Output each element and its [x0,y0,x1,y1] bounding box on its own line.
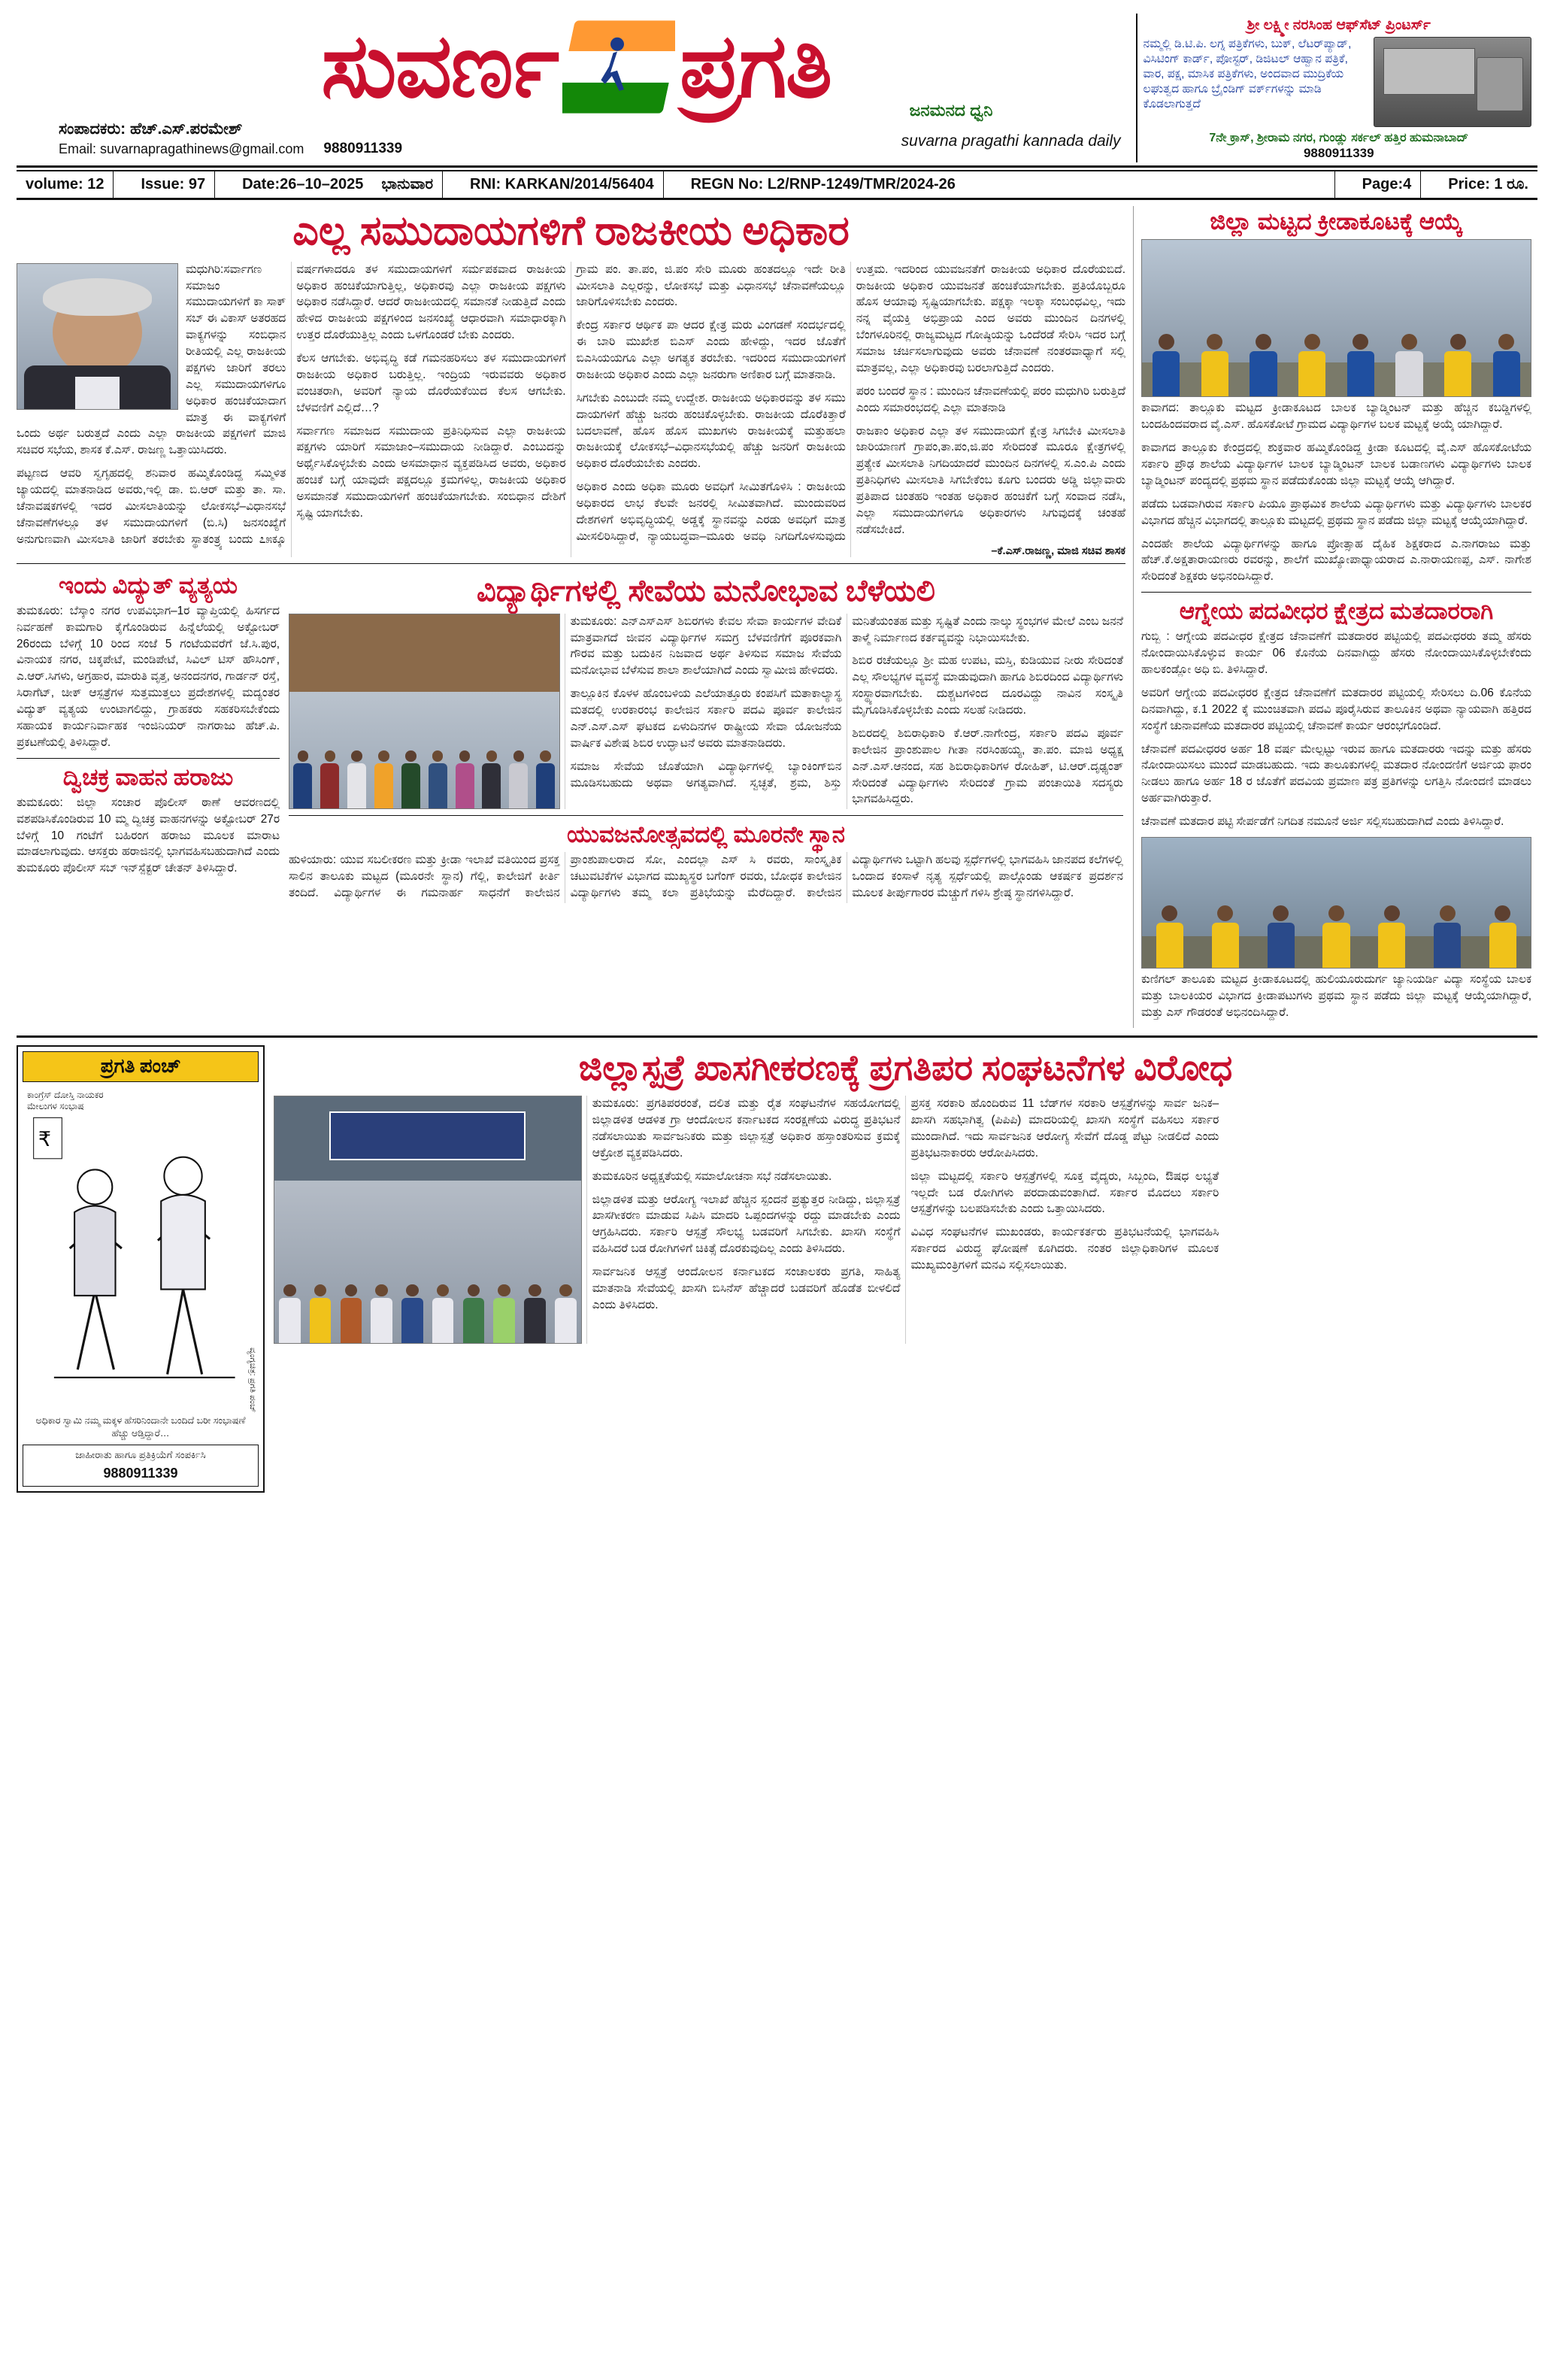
cartoon-credit: ವ್ಯಂಗ್ಯಚಿತ್ರ: ಪ್ರಗತಿ ಪಂಚ್ [248,1348,257,1413]
two-wheeler-para: ತುಮಕೂರು: ಜಿಲ್ಲಾ ಸಂಚಾರ ಪೊಲೀಸ್ ಠಾಣೆ ಆವರಣದಲ್ಲಿ ವಶಪಡಿಸಿಕೊಂಡಿರುವ 10 ಮ್ಮ ದ್ವಿಚಕ್ರ ವಾಹನಗಳನ್ನು ಅಕ್ಟೋಬರ್ 27ರ ಬೆಳಿಗ್ಗೆ 10 ಗಂಟೆಗೆ ಬಹಿರಂಗ ಹರಾಜು ಮೂಲಕ ಮಾರಾಟ ಮಾಡಲಾಗುವುದು. ಆಸಕ್ತರು ಹರಾಜಿನಲ್ಲಿ ಭಾಗವಹಿಸಬಹುದಾಗಿದೆ ಎಂದು ತುಮಕೂರು ಪೊಲೀಸ್ ಸಬ್ ಇನ್‌ಸ್ಪೆಕ್ಟರ್ ಚೇತನ್ ತಿಳಿಸಿದ್ದಾರೆ. [17,796,280,875]
two-wheeler-headline: ದ್ವಿಚಕ್ರ ವಾಹನ ಹರಾಜು [62,763,234,790]
hospital-column [274,1045,1537,1493]
volume-label: volume: 12 [26,176,105,193]
masthead-advertisement [1136,14,1537,162]
page-content [17,206,1537,1027]
lead-para-2: ಪಟ್ಟಣದ ಆವರಿ ಸ್ವಗೃಹದಲ್ಲಿ ಶನಿವಾರ ಹಮ್ಮಿಕೊಂಡಿದ್ದ ಸಮ್ಮಿಳಿತ ಜ್ಯಾಯದಲ್ಲಿ ಮಾತನಾಡಿದ ಅವರು,ಇಲ್ಲಿ ಡಾ. ಬಿ.ಆರ್ ಮತ್ತು ತಾ. ಸಾ. ಚೆನಾವಷಕಗಳಲ್ಲಿ ಇದರ ಮೀಸಲಾತಿಯನ್ನು ಲೋಕಸಭೆ–ವಿಧಾನಸಭೆ ಚೆನಾವಣೆಗಳಲ್ಲೂ ತಳ ಸಮುದಾಯಗಳಿಗೆ (ಬಿ.ಸಿ) ಜನಸಂಖ್ಯೆಗೆ ಅನುಗುಣವಾಗಿ ಮೀಸಲಾತಿ ಜಾರಿಗೆ ತರಬೇಕು ಸ್ಥಾತಂತ್ರ್ಯ ಬಂದು ೭೫ಕ್ಕೂ ವರ್ಷಗಳಾದರೂ ತಳ ಸಮುದಾಯಗಳಿಗೆ ಸರ್ಮಪಕವಾದ ರಾಜಕೀಯ ಅಧಿಕಾರ ಹಂಚಿಕೆಯಾಗುತ್ತಿಲ್ಲ, ಅಧಿಕಾರವು ಎಲ್ಲಾ ರಾಜಕೀಯ ಪಕ್ಷಗಳು ಅಧಿಕಾರ ನಡೆಸಿದ್ದಾರೆ. ಆದರೆ ರಾಜಕೀಯದಲ್ಲಿ ಸಮಾನತೆ ನೀಡುತ್ತಿದೆ ಎಂದು ಹೇಳಿದ ರಾಜಕೀಯ ಪಕ್ಷಗಳಿಂದ ಜನಸಂಖ್ಯೆ ಆಧಾರವಾಗಿ ಸಮಾಧಾರಕ್ಕಾಗಿ ಉತ್ತರ ದೊರೆಯುತ್ತಿಲ್ಲ ಎಂದು ಒಳಗೊಂಡರೆ ಬೇಕು ಎಂದರು. [17,262,566,546]
hospital-para-3: ಜಿಲ್ಲಾಡಳಿತ ಮತ್ತು ಆರೋಗ್ಯ ಇಲಾಖೆ ಹೆಚ್ಚಿನ ಸ್ಪಂದನೆ ಪ್ರತ್ಯುತ್ತರ ನೀಡಿದ್ದು, ಜಿಲ್ಲಾಸ್ಪತ್ರೆ ಖಾಸಗೀಕರಣ ಮಾಡುವ ಸಿಪಿಸಿ ಮಾದರಿ ಒಪ್ಪಂದಗಳನ್ನು ರದ್ದು ಮಾಡಬೇಕು ಎಂದು ಆಗ್ರಹಿಸಿದರು. ಸರ್ಕಾರಿ ಆಸ್ಪತ್ರೆ ಸೌಲಭ್ಯ ಬಡವರಿಗೆ ಸಿಗಬೇಕು. ಖಾಸಗಿ ಸಂಸ್ಥೆಗೆ ವಹಿಸಿದರೆ ಬಡ ರೋಗಿಗಳಿಗೆ ಚಿಕಿತ್ಸೆ ದೊರಕುವುದಿಲ್ಲ ಎಂದು ತಿಳಿಸಿದರು. [592,1193,901,1256]
lead-para-8: ಅಧಿಕಾರ ಎಂದು ಅಧಿಕಾ ಮೂರು ಅವಧಿಗೆ ಸೀಮಿತಗೊಳಿಸಿ : ರಾಜಕೀಯ ಅಧಿಕಾರದ ಲಾಭ ಕೆಲವೇ ಜನರಲ್ಲಿ ಸೀಮಿತವಾಗಿದೆ. ಮುಂದುವರಿದ ದೇಶಗಳಿಗೆ ಅಭಿವೃದ್ಧಿಯಲ್ಲಿ ಅಡ್ಡಕ್ಕೆ ಸ್ಥಾನವನ್ನು ಎರಡು ಅವಧಿಗೆ ಮಾತ್ರ ಮೀಸಲಿರಿಸಿದ್ದಾರೆ, ನ್ಯಾಯಬದ್ಧವಾ–ಮೂರು ಅವಧಿ ನಿಗದಿಗೊಳಸುವುದು ಉತ್ತಮ. ಇದರಿಂದ ಯುವಜನತೆಗೆ ರಾಜಕೀಯ ಅಧಿಕಾರ ದೊರೆಯಬಿದೆ. ರಾಜಕೀಯ ಅಧಿಕಾರ ಯುವಜನತೆ ಹಂಚಿಕೆಯಾಗಬೇಕು. ಪ್ರತಿಯೊಬ್ಬರೂ ಹೊಸ ಆಯಾವು ಸೃಷ್ಟಿಯಾಗಬೇಕು. ಪಕ್ಷಕ್ಕಾ ಇಲಕ್ಕಾ ಸಂಬಂಧವಿಲ್ಲ, ಇದು ನನ್ನ ವೈಯಕ್ತಿ ಅಭಿಪ್ರಾಯ ಎಂದ ಅವರು ಮುಂದಿನ ದಿನಗಳಲ್ಲಿ ಬೆಂಗಳೂರಿನಲ್ಲಿ ರಾಜ್ಯಮಟ್ಟದ ಗೋಷ್ಠಿಯನ್ನು ಒಂದೆರಡೆ ಸೇರಿಸಿ ಇದರ ಬಗ್ಗೆ ಸಮಾಜ ಚರ್ಚಿಸಲಾಗುವುದು ಅವರು ಚೆನಾವಣೆ ನಂತರವಾಧ್ಯಾಗೆ ಸಲ್ಲಿ ಮಾತ್ರವಲ್ಲ, ಎಲ್ಲಾ ಅಧಿಕಾರವು ಬರಲಾಗುತ್ತಿದೆ ಎಂದರು. [576,262,1125,543]
masthead-phone: 9880911339 [323,141,403,156]
sports2-para-1: ಕುಣಿಗಲ್ ತಾಲೂಕು ಮಟ್ಟದ ಕ್ರೀಡಾಕೂಟದಲ್ಲಿ ಹುಲಿಯೂರುದುರ್ಗ ಜ್ಯಾನಿಯರ್ಡಿ ವಿದ್ಯಾ ಸಂಸ್ಥೆಯ ಬಾಲಕ ಮತ್ತು ಬಾಲಕಿಯರ ವಿಭಾಗದ ಕ್ರೀಡಾಪಟುಗಳು ಪ್ರಥಮ ಸ್ಥಾನ ಪಡೆದು ಜಿಲ್ಲಾ ಮಟ್ಟಕ್ಕೆ ಆಯ್ಕೆಯಾಗಿದ್ದಾರೆ, ಮತ್ತು ಎಸ್ ಗೌಡರಂತೆ ಅಭಿನಂದಿಸಿದ್ದಾರೆ. [1141,972,1531,1019]
masthead-editor: ಸಂಪಾದಕರು: ಹೆಚ್.ಎಸ್.ಪರಮೇಶ್ [59,120,243,138]
agneya-body [1141,629,1531,830]
printing-machine-image [1374,37,1531,127]
students-para-1: ತುಮಕೂರು: ಎನ್‌ಎಸ್‌ಎಸ್ ಶಿಬಿರಗಳು ಕೇವಲ ಸೇವಾ ಕಾರ್ಯಗಳ ವೇದಿಕೆ ಮಾತ್ರವಾಗದೆ ಜೀವನ ವಿದ್ಯಾರ್ಥಿಗಳ ಸಮಗ್ರ ಬೆಳವಣಿಗೆಗೆ ಪೂರಕವಾಗಿ ಗೌರವ ಮತ್ತು ಬದುಕಿನ ನಿಜವಾದ ಅರ್ಥ ತಿಳಿಸುವ ಸಮಾಜ ಸೇವೆಯ ಮನೋಭಾವ ಬೆಳೆಸುವ ಶಾಲಾ ಶಾಲೆಯಾಗಿದೆ ಎಂದು ಸ್ವಾಮೀಜಿ ಹೇಳಿದರು. [570,614,842,678]
sports-photo [1141,239,1531,397]
students-photo [289,614,560,809]
masthead-title-left: ಸುವರ್ಣ [321,17,559,117]
cartoon-drawing [23,1087,259,1440]
cartoon-canvas [23,1087,259,1440]
lead-para-7: ಸಿಗಬೇಕು ಎಂಬುದೇ ನಮ್ಮ ಉದ್ದೇಶ. ರಾಜಕೀಯ ಅಧಿಕಾರವನ್ನು ತಳ ಸಮು ದಾಯಗಳಿಗೆ ಹೆಚ್ಚು ಜನರು ಹಂಚಿಕೊಳ್ಳಬೇಕು. ರಾಜಕೀಯ ದೊರೆಕಿತ್ತಾರೆ ಬದಲಾವಣೆ, ಹೊಸ ಹೊಸ ಮುಖಗಳು ರಾಜಕೀಯಕ್ಕೆ ಮತ್ತುಹಲಾ ರಾಜಕೀಯಕ್ಕೆ ಲೋಕಸಭೆ–ವಿಧಾನಸಭೆಯಲ್ಲಿ ಹೆಚ್ಚು ಜನರಿಗೆ ರಾಜಕೀಯ ಅಧಿಕಾರ ದೊರೆಯಬೇಕು ಎಂದರು. [576,391,846,471]
hospital-para-4: ಸಾರ್ವಜನಿಕ ಆಸ್ಪತ್ರೆ ಆಂದೋಲನ ಕರ್ನಾಟಕದ ಸಂಚಾಲಕರು ಪ್ರಗತಿ, ಸಾಹಿತ್ಯ ಮಾತನಾಡಿ ಸೇವೆಯಲ್ಲಿ ಖಾಸಗಿ ಬಿಸಿನೆಸ್ ಹೆಚ್ಚಾದರೆ ಬಡವರಿಗೆ ಹೊಡೆತ ಬೀಳಲಿದೆ ಎಂದು ತಿಳಿಸಿದರು. [592,1266,901,1311]
agneya-para-3: ಚೆನಾವಣೆ ಪದವೀಧರರ ಅರ್ಹ 18 ವರ್ಷ ಮೇಲ್ಪಟ್ಟು ಇರುವ ಹಾಗೂ ಮತದಾರರು ಇದನ್ನು ಮತ್ತು ಹೆಸರು ನೋಂದಾಯಿಸಲು ಮುಂದೆ ಮಾಡಬಹುದು. ಇದು ತಾಲೂಕುಗಳಲ್ಲಿ ಮತದಾರ ನೋಂದಣಿಗೆ ಅರ್ಜಿಯ ಫಾರಂ ನೀಡಲು ಹಾಗೂ ಅರ್ಹ 18 ರ ಜೊತೆಗೆ ಪದವಿಯ ಪ್ರಮಾಣ ಪತ್ರ ಪ್ರತಿಗಳನ್ನು ಲಗತ್ತಿಸಿ ನೋಂದಣಿ ಮಾಡಲು ಅರ್ಹವಾಗಿರುತ್ತಾರೆ. [1141,742,1531,805]
students-headline: ವಿದ್ಯಾರ್ಥಿಗಳಲ್ಲಿ ಸೇವೆಯ ಮನೋಭಾವ ಬೆಳೆಯಲಿ [477,573,935,608]
hospital-para-5: ಪ್ರಸಕ್ತ ಸರಕಾರಿ ಹೊಂದಿರುವ 11 ಬೆಡ್‌ಗಳ ಸರಕಾರಿ ಆಸ್ಪತ್ರೆಗಳನ್ನು ಸಾರ್ವ ಜನಿಕ–ಖಾಸಗಿ ಸಹಭಾಗಿತ್ವ (ಪಿಪಿಪಿ) ಮಾದರಿಯಲ್ಲಿ ಖಾಸಗಿ ಸಂಸ್ಥೆಗೆ ವಹಿಸಲು ಸರ್ಕಾರ ಮುಂದಾಗಿದೆ. ಇದು ಸಾರ್ವಜನಿಕ ಆರೋಗ್ಯ ಸೇವೆಗೆ ದೊಡ್ಡ ಪೆಟ್ಟು ನೀಡಲಿದೆ ಎಂದು ಪ್ರತಿಭಟನಾಕಾರರು ಆರೋಪಿಸಿದರು. [910,1097,1219,1160]
youth-headline: ಯುವಜನೋತ್ಸವದಲ್ಲಿ ಮೂರನೇ ಸ್ಥಾನ [566,820,846,847]
cartoon-column [17,1045,265,1493]
lead-para-9: ಪರಂ ಬಂದರೆ ಸ್ಥಾನ : ಮುಂದಿನ ಚೆನಾವಣೆಯಲ್ಲಿ ಪರಂ ಮಧುಗಿರಿ ಬರುತ್ತಿದೆ ಎಂದು ಸಮಾರಂಭದಲ್ಲಿ ಎಲ್ಲಾ ಮಾತನಾಡಿ [856,384,1125,414]
sports-headline: ಜಿಲ್ಲಾ ಮಟ್ಟದ ಕ್ರೀಡಾಕೂಟಕ್ಕೆ ಆಯ್ಕೆ [1210,208,1463,235]
sports-para-1: ಕಾವಾಗದ: ತಾಲ್ಲೂಕು ಮಟ್ಟದ ಕ್ರೀಡಾಕೂಟದ ಬಾಲಕ ಬ್ಯಾಡ್ಮಿಂಟನ್ ಮತ್ತು ಹೆಚ್ಚಿನ ಕಬಡ್ಡಿಗಳಲ್ಲಿ ಬಂದಹಿಂದವರಾದ ವೈ.ಎಸ್. ಹೊಸಕೋಟೆ ಗ್ರಾಮದ ವಿದ್ಯಾರ್ಥಿಗಳ ಬಲಕ ಮಟ್ಟಕ್ಕೆ ಅಯ್ಕೆ ಯಾಗಿದ್ದಾರೆ. [1141,402,1531,432]
students-para-3: ಸಮಾಜ ಸೇವೆಯ ಜೊತೆಯಾಗಿ ವಿದ್ಯಾರ್ಥಿಗಳಲ್ಲಿ ಬ್ಯಾಂಕಿಂಗ್‌ಬಿನ ಮೂಡಿಸಬಹುದು ಅಥವಾ ಅಗತ್ಯವಾಗಿದೆ. ಸ್ವಚ್ಛತೆ, ಶ್ರಮ, ಶಿಸ್ತು ಮನಿತೆಯಂತಹ ಮತ್ತು ಸೃಷ್ಟಿತೆ ಎಂದು ನಾಲ್ಕು ಸ್ಥಂಭಗಳ ಮೇಲೆ ಎಂಬ ಜನನೆ ತಾಳ್ಮೆ ನಿರ್ಮಾಣದ ಕರ್ತವ್ಯವನ್ನು ನಿಭಾಯಿಸಬೇಕು. [570,614,1123,790]
lead-article-body [17,262,1125,557]
lead-para-1: ಮಧುಗಿರಿ:ಸರ್ವಾಗಣ ಸಮಾಜಂ ಸಮುದಾಯಗಳಿಗೆ ಕಾ ಸಾಕ್ ಸಬ್ ಈ ವಿಕಾಸ್ ಅತರಹದ ವಾಕ್ಯಗಳನ್ನು ಸಂಬಿಧಾನ ರೀತಿಯಲ್ಲಿ ಎಲ್ಲ ರಾಜಕೀಯ ಪಕ್ಷಗಳು ಜಾರಿಗೆ ತರಲು ಎಲ್ಲ ಸಮುದಾಯಗಳಿಗೂ ಅಧಿಕಾರ ಹಂಚಿಕೆಯಾದಾಗ ಮಾತ್ರ ಈ ವಾಕ್ಯಗಳಿಗೆ ಒಂದು ಅರ್ಥ ಬರುತ್ತದೆ ಎಂದು ಎಲ್ಲಾ ರಾಜಕೀಯ ಪಕ್ಷಗಳಿಗೆ ಮಾಜಿ ಸಚಿವರ ಸಭೆಯ, ಶಾಸಕ ಕೆ.ಎಸ್. ರಾಜಣ್ಣ ಒತ್ತಾಯಿಸಿದರು. [17,262,286,457]
youth-para-1: ಹುಳಿಯಾರು: ಯುವ ಸಬಲೀಕರಣ ಮತ್ತು ಕ್ರೀಡಾ ಇಲಾಖೆ ವತಿಯಿಂದ ಪ್ರಸಕ್ತ ಸಾಲಿನ ತಾಲೂಕು ಮಟ್ಟದ (ಮೂರನೇ ಸ್ಥಾನ) ಗೆಲ್ಲಿ, ಕಾಲೇಜಿಗೆ ಕೀರ್ತಿ ತಂದಿದೆ. ವಿದ್ಯಾರ್ಥಿಗಳ ಈ ಗಮನಾರ್ಹ ಸಾಧನೆಗೆ ಕಾಲೇಜಿನ ಪ್ರಾಂಶುಪಾಲರಾದ ಸೋ, ಎಂದಲ್ಲಾ ಎಸ್ ಸಿ ರವರು, ಸಾಂಸ್ಕೃತಿಕ ಚಟುವಟಿಕೆಗಳ ವಿಭಾಗದ ಮುಖ್ಯಸ್ಥರ ಬಗೆಂಗ್ ರವರು, ಬೋಧಕ ಕಾಲೇಜಿನ ವಿದ್ಯಾರ್ಥಿಗಳು ತಮ್ಮ ಕಲಾ ಪ್ರತಿಭೆಯನ್ನು ಮೆರೆದಿದ್ದಾರೆ. ಕಾಲೇಜಿನ ವಿದ್ಯಾರ್ಥಿಗಳು ಒಟ್ಟಾಗಿ ಹಲವು ಸ್ಪರ್ಧೆಗಳಲ್ಲಿ ಭಾಗವಹಿಸಿ ಜಾನಪದ ಕಲೆಗಳಲ್ಲಿ ಒಂದಾದ ಕಂಸಾಳೆ ನೃತ್ಯ ಸ್ಪರ್ಧೆಯಲ್ಲಿ ಪಾಲ್ಗೊಂಡು ಆಕರ್ಷಕ ಪ್ರದರ್ಶನ ಮೂಲಕ ತೀರ್ಪುಗಾರರ ಮೆಚ್ಚುಗೆ ಗಳಿಸಿ ಶ್ರೇಷ್ಠ ಸ್ಥಾನಗಳಿಸಿದ್ದಾರೆ. [289,853,1123,899]
masthead-left [17,14,1136,162]
portrait-photo [17,263,178,410]
students-column [289,570,1123,904]
power-column [17,570,280,904]
masthead [17,14,1537,168]
masthead-tagline-kn: ಜನಮನದ ಧ್ವನಿ [909,101,993,120]
lead-para-10: ರಾಜಕಾಂ ಅಧಿಕಾರ ಎಲ್ಲಾ ತಳ ಸಮುದಾಯಗೆ ಕ್ಷೇತ್ರ ಸಿಗಬೇಕಿ ಮೀಸಲಾತಿ ಜಾರಿಯಾಣಗೆ ಗ್ರಾಪಂ,ತಾ.ಪಂ,ಜಿ.ಪಂ ಸೇರಿದಂತೆ ಮೂರೂ ಕ್ಷೇತ್ರಗಳಲ್ಲಿ ಪ್ರತ್ಯೇಕ ಮೀಸಲಾತಿ ನಿಗದಿಯಾದರೆ ಮುಂದಿನ ದಿನಗಳಲ್ಲಿ ಸ.ಎಂ.ಪಿ ಎಂದು ಪ್ರತಿನಿಧಿಗಳು ಮೀಸಲಾತಿ ಸಿಗಬೇಕೆಂಬ ಕೂಗು ಬಂದರು ಅಡ್ಡಿ ಜಿಲ್ಲಾವಾರು ಪ್ರತಿಪಾದ ಚಿಂತಹರಿ ಇಂತಹ ಅಧಿಕಾರ ಹಂಚಿಕೆಗೆ ಬಗ್ಗೆ ಸಂವಾದ ನಡೆಸಿ, ಎಲ್ಲಾ ಸಮುದಾಯಗಳಿಗೂ ಅಧಿಕಾರಗಳು ಸಿಗುವುದಕ್ಕೆ ಚಂತಹೆ ನಡೆಸಬೇಕಿದೆ. [856,424,1125,536]
divider [17,758,280,759]
hospital-para-2: ತುಮಕೂರಿನ ಅಧ್ಯಕ್ಷತೆಯಲ್ಲಿ ಸಮಾಲೋಚನಾ ಸಭೆ ನಡೆಸಲಾಯಿತು. [592,1169,832,1183]
ad-address: 7ನೇ ಕ್ರಾಸ್, ಶ್ರೀರಾಮ ನಗರ, ಗುಂಡ್ಲು ಸರ್ಕಲ್ ಹತ್ತಿರ ಹುಮನಾಬಾದ್ [1209,131,1469,144]
cartoon-box [17,1045,265,1493]
lead-headline: ಎಲ್ಲ ಸಮುದಾಯಗಳಿಗೆ ರಾಜಕೀಯ ಅಧಿಕಾರ [292,208,850,254]
divider-thick [17,1035,1537,1038]
divider [1141,592,1531,593]
masthead-subtitle-en: suvarna pragathi kannada daily [901,132,1121,150]
power-cut-body [17,603,280,751]
agneya-para-4: ಚೆನಾವಣೆ ಮತದಾರ ಪಟ್ಟಿ ಸೇರ್ಪಡೆಗೆ ನಿಗದಿತ ನಮೂನೆ ಅರ್ಜಿ ಸಲ್ಲಿಸಬಹುದಾಗಿದೆ ಎಂದು ತಿಳಿಸಿದ್ದಾರೆ. [1141,815,1504,829]
issue-label: Issue: 97 [141,176,206,193]
masthead-title-right: ಪ್ರಗತಿ [680,17,832,117]
youth-body [289,852,1123,904]
flag-icon [562,18,675,116]
cartoon-footer [23,1445,259,1487]
regn-label: REGN No: L2/RNP-1249/TMR/2024-26 [690,176,956,193]
hospital-headline: ಜಿಲ್ಲಾಸ್ಪತ್ರೆ ಖಾಸಗೀಕರಣಕ್ಕೆ ಪ್ರಗತಿಪರ ಸಂಘಟನೆಗಳ ವಿರೋಧ [578,1048,1233,1088]
cartoon-footer-text: ಜಾಹೀರಾತು ಹಾಗೂ ಪ್ರತಿಕ್ರಿಯೆಗೆ ಸಂಪರ್ಕಿಸಿ [75,1448,206,1460]
hospital-para-7: ವಿವಿಧ ಸಂಘಟನೆಗಳ ಮುಖಂಡರು, ಕಾರ್ಯಕರ್ತರು ಪ್ರತಿಭಟನೆಯಲ್ಲಿ ಭಾಗವಹಿಸಿ ಸರ್ಕಾರದ ವಿರುದ್ಧ ಘೋಷಣೆ ಕೂಗಿದರು. ನಂತರ ಜಿಲ್ಲಾಧಿಕಾರಿಗಳ ಮೂಲಕ ಮುಖ್ಯಮಂತ್ರಿಗಳಿಗೆ ಮನವಿ ಸಲ್ಲಿಸಲಾಯಿತು. [910,1226,1219,1272]
sports2-body [1141,972,1531,1021]
date-label: Date:26–10–2025 [242,176,364,193]
sports-para-2: ಕಾವಾಗದ ತಾಲ್ಲೂಕು ಕೇಂದ್ರದಲ್ಲಿ ಶುಕ್ರವಾರ ಹಮ್ಮಿಕೊಂಡಿದ್ದ ಕ್ರೀಡಾ ಕೂಟದಲ್ಲಿ ವೈ.ಎಸ್ ಹೊಸಕೋಟೆಯ ಸರ್ಕಾರಿ ಪ್ರೌಢ ಶಾಲೆಯ ವಿದ್ಯಾರ್ಥಿಗಳ ಬಾಲಕ ಬ್ಯಾಡ್ಮಿಂಟನ್ ಬಾಲಕ ಬಡಾಣಗಳು ವಿದ್ಯಾರ್ಥಿಗಳು ಬಾಲಕ ಬ್ಯಾಡ್ಮಿಂಟನ್ ಪಂದ್ಯದಲ್ಲಿ ಪ್ರಥಮ ಸ್ಥಾನ ಪಡೆದುಕೊಂಡು ಜಿಲ್ಲಾ ಮಟ್ಟಕ್ಕೆ ಆಯ್ಕೆ ಆಗಿದ್ದಾರೆ. [1141,441,1531,487]
issue-info-bar [17,170,1537,200]
page-label: Page:4 [1362,176,1412,193]
hospital-para-6: ಜಿಲ್ಲಾ ಮಟ್ಟದಲ್ಲಿ ಸರ್ಕಾರಿ ಆಸ್ಪತ್ರೆಗಳಲ್ಲಿ ಸೂಕ್ತ ವೈದ್ಯರು, ಸಿಬ್ಬಂದಿ, ಔಷಧ ಲಭ್ಯತೆ ಇಲ್ಲದೇ ಬಡ ರೋಗಿಗಳು ಪರದಾಡುವಂತಾಗಿದೆ. ಸರ್ಕಾರ ಮೊದಲು ಸರ್ಕಾರಿ ಆಸ್ಪತ್ರೆಗಳನ್ನು ಬಲಪಡಿಸಬೇಕು ಎಂದು ಒತ್ತಾಯಿಸಿದರು. [910,1169,1219,1216]
ad-phone: 9880911339 [1303,146,1374,161]
divider [289,815,1123,816]
lead-byline: –ಕೆ.ಎಸ್.ರಾಜಣ್ಣ, ಮಾಜಿ ಸಚಿವ ಶಾಸಕ [991,544,1125,557]
divider [17,563,1125,564]
students-para-5: ಶಿಬಿರದಲ್ಲಿ ಶಿಬಿರಾಧಿಕಾರಿ ಕೆ.ಆರ್.ನಾಗೇಂದ್ರ, ಸರ್ಕಾರಿ ಪದವಿ ಪೂರ್ವ ಕಾಲೇಜಿನ ಪ್ರಾಂಶುಪಾಲ ಗೀತಾ ನರಸಿಂಹಯ್ಯ, ತಾ.ಪಂ. ಮಾಜಿ ಅಧ್ಯಕ್ಷ ಎನ್.ಎಸ್.ಆನಂದ, ಸಹ ಶಿಬಿರಾಧಿಕಾರಿಗಳ ರೋಹಿತ್, ಟಿ.ಆರ್.ದೃಢ್ಯಂತ್ ಸೇರಿದಂತೆ ವಿದ್ಯಾರ್ಥಿಗಳು ಸೇರಿದಂತೆ ಗ್ರಾಮ ಪಂಚಾಯಿತಿ ಸದಸ್ಯರು ಭಾಗವಹಿಸಿದ್ದರು. [852,726,1123,806]
students-para-4: ಶಿಬಿರ ರಚೆಯಲ್ಲೂ ಶ್ರೀ ಮಹ ಉಪಟ, ಮಸ್ತಿ, ಕುಡಿಯುವ ನೀರು ಸೇರಿದಂತೆ ಎಲ್ಲ ಸೌಲಭ್ಯಗಳ ವ್ಯವಸ್ಥೆ ಮಾಡುವುದಾಗಿ ಹಾಗೂ ಶಿಬಿರದಿಂದ ವಿದ್ಯಾರ್ಥಿಗಳು ಸಂಸ್ಥ್ಯಾರವಾಗಬೇಕು. ದುಶ್ಚಟಗಳಿಂದ ದೂರವಿದ್ದು ನಾವಿನ ಸಂಸ್ಕೃತಿ ಮೈಗೂಡಿಸಿಕೊಳ್ಳಬೇಕು ಎಂದು ಸಲಹೆ ನೀಡಿದರು. [852,654,1123,717]
hospital-para-1: ತುಮಕೂರು: ಪ್ರಗತಿಪರರಂತೆ, ದಲಿತ ಮತ್ತು ರೈತ ಸಂಘಟನೆಗಳ ಸಹಯೋಗದಲ್ಲಿ ಜಿಲ್ಲಾಡಳಿತ ಆಡಳಿತ ಗ್ರಾ ಆಂದೋಲನ ಕರ್ನಾಟಕದ ಸಂರಕ್ಷಣೆಯ ವಿರುದ್ಧ ಪ್ರತಿಭಟನೆ ನಡೆಸಲಾಯಿತು ಸಾರ್ವಜನಿಕರು ಮತ್ತು ಜಿಲ್ಲಾಸ್ಪತ್ರೆ ಅಧಿಕಾರ ಹಸ್ತಾಂತರಿಸುವ ಕ್ರಮಕ್ಕೆ ಆಕ್ರೋಶ ವ್ಯಕ್ತಪಡಿಸಿದರು. [592,1097,901,1160]
masthead-email: Email: suvarnapragathinews@gmail.com [59,141,304,156]
agneya-headline: ಆಗ್ನೇಯ ಪದವೀಧರ ಕ್ಷೇತ್ರದ ಮತದಾರರಾಗಿ [1179,598,1494,625]
svg-text:₹: ₹ [38,1127,52,1151]
lower-section [17,1045,1537,1493]
right-column [1133,206,1531,1027]
hospital-photo [274,1096,582,1344]
power-cut-para: ತುಮಕೂರು: ಬೆಸ್ಕಾಂ ನಗರ ಉಪವಿಭಾಗ–1ರ ವ್ಯಾಪ್ತಿಯಲ್ಲಿ ಹಿಸರ್ಗದ ನಿರ್ವಹಣೆ ಕಾಮಗಾರಿ ಕೈಗೊಂಡಿರುವ ಹಿನ್ನೆಲೆಯಲ್ಲಿ ಅಕ್ಟೋಬರ್ 26ರಂದು ಬೆಳಿಗ್ಗೆ 10 ರಿಂದ ಸಂಜೆ 5 ಗಂಟೆಯವರೆಗೆ ಜೆ.ಸಿ.ಪುರ, ವಿನಾಯಕ ನಗರ, ಚಿಕ್ಕಪೇಟೆ, ಮಂಡಿಪೇಟೆ, ಸಿವಿಲ್ ಟಿಸ್‌ ಹೌಸಿಂಗ್, ಎ.ಆರ್.ಸಿಗಳು, ಅಗ್ರಹಾರ, ಮಾರುತಿ ವೃತ್ತ, ಅನಂದನಗರ, ಗಾರ್ಡನ್ ರಸ್ತೆ, ಸಿರಾಗೆಟ್, ಚೀಕ್ ಆಸ್ಪತ್ರೆಗಳ ಸುತ್ತಮುತ್ತಲು ಪ್ರದೇಶಗಳಲ್ಲಿ ಮದ್ಯಂತರ ವಿದ್ಯುತ್ ವ್ಯತ್ಯಯ ಉಂಟಾಗಲಿದ್ದು, ಗ್ರಾಹಕರು ಸಹಕರಿಸಬೇಕೆಂದು ಸಹಾಯಕ ಕಾರ್ಯನಿರ್ವಾಹಕ ಇಂಜಿನಿಯರ್ ನಾಗರಾಜು ಹೆಚ್.ಪಿ. ಪ್ರಕಟಣೆಯಲ್ಲಿ ತಿಳಿಸಿದ್ದಾರೆ. [17,604,280,749]
two-wheeler-body [17,795,280,877]
power-cut-headline: ಇಂದು ವಿದ್ಯುತ್ ವ್ಯತ್ಯಯ [59,572,238,599]
cartoon-speech: ಕಾಂಗ್ರೆಸ್ ದೋಸ್ತಿ ನಾಯಕರ ಮೇಲುಗಳ ಸಂಭಾಷ [27,1089,104,1112]
runner-icon [597,35,638,104]
sports-para-4: ಎಂದಹೇ ಶಾಲೆಯ ವಿದ್ಯಾರ್ಥಿಗಳನ್ನು ಹಾಗೂ ಪ್ರೋತ್ಸಾಹ ದೈಹಿಕ ಶಿಕ್ಷಕರಾದ ಎ.ನಾಗರಾಜು ಮತ್ತು ಹೆಚ್.ಕೆ.ಅಕ್ಷತಾರಾಯಣರು ರವರನ್ನು, ಶಾಲೆಗೆ ಮುಖ್ಯೋಪಾಧ್ಯಾಯರಾದ ಎ.ನಾರಾಯಣಪ್ಪ, ಎಸ್. ನಾಗೇಶ ಸೇರಿದಂತೆ ಶಿಕ್ಷಕರು ಅಭಿನಂದಿಸಿದ್ದಾರೆ. [1141,537,1531,584]
students-para-2: ತಾಲ್ಲೂಕಿನ ಕೊಳಳ ಹೊಂಬಳಿಯ ಎಲೆಯಾತ್ತೂರು ಕಂಪಸಿಗೆ ಮತಾಕಾಲ್ಯಾಸ್ಥ ಮತದಲ್ಲಿ ಉರಕಾರಂಭ ಕಾಲೇಜಿನ ಸರ್ಕಾರಿ ಪದವಿ ಪೂರ್ವ ಕಾಲೇಜಿನ ಎನ್.ಎಸ್.ಎಸ್ ಘಟಕದ ಏಳುದಿನಗಳ ರಾಷ್ಟ್ರೀಯ ಸೇವಾ ಯೋಜನೆಯ ವಾರ್ಷಿಕ ವಿಶೇಷ ಶಿಬಿರ ಉದ್ಘಾಟನೆ ಅವರು ಮಾತನಾಡಿದರು. [570,687,842,750]
lead-para-6: ಕೇಂದ್ರ ಸರ್ಕಾರ ಆರ್ಥಿಕ ಪಾ ಆದರ ಕ್ಷೇತ್ರ ಮರು ವಿಂಗಡಣೆ ಸಂದರ್ಭದಲ್ಲಿ ಈ ಬಾರಿ ಮುಖೇಶ ಬಿಎಸ್ ಎಂದು ಹೇಳಿದ್ದು, ಇದರ ಜೊತೆಗೆ ಬಿಎಸಿಯಯಗೂ ಎಲ್ಲಾ ಅಗತ್ಯಕ ತರಬೇಕು. ಇದರಿಂದ ಸಮುದಾಯಗಳಿಗೆ ರಾಜಕೀಯ ಅಧಿಕಾರ ಎಂದು ಎಲ್ಲಾ ಜನರುಗಾ ಅಣಿಕಾರ ಬಗ್ಗೆ ಮಾತನಾಡಿ. [576,319,846,381]
second-band [17,570,1125,904]
sports-photo-2 [1141,837,1531,969]
lead-para-5: ಗ್ರಾಮ ಪಂ. ತಾ.ಪಂ, ಜಿ.ಪಂ ಸೇರಿ ಮೂರು ಹಂತದಲ್ಲೂ ಇದೇ ರೀತಿ ಮೀಸಲಾತಿ ಎಲ್ಲರನ್ನು, ಲೋಕಸಭೆ ಮತ್ತು ವಿಧಾನಸಭೆ ಚೆನಾವಣೆಯಲ್ಲೂ ಜಾರಿಗೊಳಿಸಬೇಕು ಎಂದರು. [576,262,846,309]
ad-title: ಶ್ರೀ ಲಕ್ಷ್ಮೀ ನರಸಿಂಹ ಆಫ್‌ಸೆಟ್ ಪ್ರಿಂಟರ್ಸ್ [1247,17,1431,33]
students-body [289,614,1123,809]
agneya-para-1: ಗುಬ್ಬಿ : ಆಗ್ನೇಯ ಪದವೀಧರ ಕ್ಷೇತ್ರದ ಚೆನಾವಣೆಗೆ ಮತದಾರರ ಪಟ್ಟಿಯಲ್ಲಿ ಪದವೀಧರರು ತಮ್ಮ ಹೆಸರು ನೋಂದಾಯಿಸಿಕೊಳ್ಳುವ ಕಾರ್ಯ 06 ಕೊನೆಯ ದಿನವಾಗಿದ್ದು ಹೆಸರು ನೋಂದಾಯಿಸಿಕೊಳ್ಳಬೇಕೆಂದು ಹಾಲಕಂಡ್ಲೋ ಅಧಿ ಬಿ. ತಿಳಿಸಿದ್ದಾರೆ. [1141,630,1531,677]
day-label: ಭಾನುವಾರ [381,176,434,193]
main-column [17,206,1125,1027]
price-label: Price: 1 ರೂ. [1448,176,1528,193]
cartoon-title: ಪ್ರಗತಿ ಪಂಚ್ [23,1051,259,1082]
cartoon-caption: ಅಧಿಕಾರ ಸ್ವಾಮಿ ನಮ್ಮ ಮಕ್ಕಳ ಹೆಸರಿನಿಂದಾನೇ ಬಂದಿದೆ ಬರೀ ಸಂಭಾಷಣೆ ಹೆಚ್ಚು ಆಡ್ತಿದ್ದಾರೆ… [35,1414,246,1439]
ad-content [1144,37,1534,127]
ad-body: ನಮ್ಮಲ್ಲಿ ಡಿ.ಟಿ.ಪಿ. ಲಗ್ನ ಪತ್ರಿಕೆಗಳು, ಬುಕ್, ಲೆಟರ್‌ಪ್ಯಾಡ್, ವಿಸಿಟಿಂಗ್ ಕಾರ್ಡ್, ಪೋಸ್ಟರ್, ಡಿಜಿಟಲ್ ಆಹ್ವಾನ ಪತ್ರಿಕೆ, ವಾರ, ಪಕ್ಷ, ಮಾಸಿಕ ಪತ್ರಿಕೆಗಳು, ಅಂದವಾದ ಮುದ್ರಿಕೆಯ ಲಘುತ್ವದ ಹಾಗೂ ಬ್ರೈಂಡಿಗ್ ವರ್ಕ್‌ಗಳನ್ನು ಮಾಡಿ ಕೊಡಲಾಗುತ್ತದೆ [1143,37,1352,111]
agneya-para-2: ಅವರಿಗೆ ಆಗ್ನೇಯ ಪದವೀಧರರ ಕ್ಷೇತ್ರದ ಚೆನಾವಣೆಗೆ ಮತದಾರರ ಪಟ್ಟಿಯಲ್ಲಿ ಸೇರಿಸಲು ದಿ.06 ಕೊನೆಯ ದಿನವಾಗಿದ್ದು, ಕ.1 2022 ಕ್ಕೆ ಮುಂಚಿತವಾಗಿ ಪದವಿ ಪೂರೈಸಿರುವ ತಾಲೂಕಿನ ಅಥವಾ ನ್ಯಾಯವಾಗಿ ಹತ್ತಿರದ ಸಂಸ್ಥೆಗೆ ಚುನಾವಣೆಯ ಮತದಾರರ ಪಟ್ಟಿಯಲ್ಲಿ ಚೆನಾವಣೆ ಕಾರ್ಯ ಆರಂಭಗೊಂಡಿದೆ. [1141,686,1531,732]
lead-para-3: ಕೆಲಸ ಆಗಬೇಕು. ಅಭಿವೃದ್ಧಿ ಕಡೆ ಗಮನಹರಿಸಲು ತಳ ಸಮುದಾಯಗಳಿಗೆ ರಾಜಕೀಯ ಅಧಿಕಾರ ಬರುತ್ತಿಲ್ಲ. ಇಂದ್ರಿಯ ಇರುವವರು ಅಧಿಕಾರ ವಂಚಿತರಾಗಿ, ಅವರಿಗೆ ನ್ಯಾಯ ದೊರೆಯಕೆಯಿದ ಕೆಲಸ ಆಗಬೇಕು. ಬೆಳವಣಿಗೆ ಎಲ್ಲಿದೆ…? [296,352,566,414]
cartoon-footer-phone: 9880911339 [103,1465,178,1481]
rni-label: RNI: KARKAN/2014/56404 [470,176,654,193]
lead-para-4: ಸರ್ವಾಗಣ ಸಮಾಜದ ಸಮುದಾಯ ಪ್ರತಿನಿಧಿಸುವ ಎಲ್ಲಾ ರಾಜಕೀಯ ಪಕ್ಷಗಳು ಯಾರಿಗೆ ಸಮಾಜಾಂ–ಸಮುದಾಯ ನೀಡಿದ್ದಾರೆ. ಎಂಬುದನ್ನು ಅರ್ಥೈಸಿಕೊಳ್ಳಬೇಕು ಎಂದು ಅಸಮಾಧಾನ ವ್ಯಕ್ತಪಡಿಸಿದ ಅವರು, ಅಧಿಕಾರ ಹಂಚಿಕೆ ಬಗ್ಗೆ ಯಾವುದೇ ಪಕ್ಷದಲ್ಲೂ ಕ್ರಮಗಳಿಲ್ಲ, ರಾಜಕೀಯ ಅಧಿಕಾರ ಅಸಮಾನತೆ ಸಮುದಾಯಗಳಿಗೆ ಹಂಚಿಕೆಯಾಗಬೇಕು. ಸಂಬಿಧಾನ ದೇಶಿಗೆ ಸೃಷ್ಟಿ ಯಾಗಬೇಕು. [296,424,566,520]
sports-body [1141,400,1531,585]
sports-para-3: ಪಡೆದು ಬಡವಾಗಿರುವ ಸರ್ಕಾರಿ ಪಿಯೂ ಪ್ರಾಥಮಿಕ ಶಾಲೆಯ ವಿದ್ಯಾರ್ಥಿಗಳು ಮತ್ತು ವಿದ್ಯಾರ್ಥಿಗಳು ಬಾಲಕರ ವಿಭಾಗದ ಹೆಚ್ಚಿನ ವಿಭಾಗದಲ್ಲಿ ತಾಲ್ಲೂಕು ಮಟ್ಟದಲ್ಲಿ ಪ್ರಥಮ ಸ್ಥಾನ ಪಡೆದು ಜಿಲ್ಲಾ ಮಟ್ಟಕ್ಕೆ ಆಯ್ಕೆಯಾಗಿದ್ದಾರೆ. [1141,497,1531,527]
hospital-body [274,1096,1537,1344]
